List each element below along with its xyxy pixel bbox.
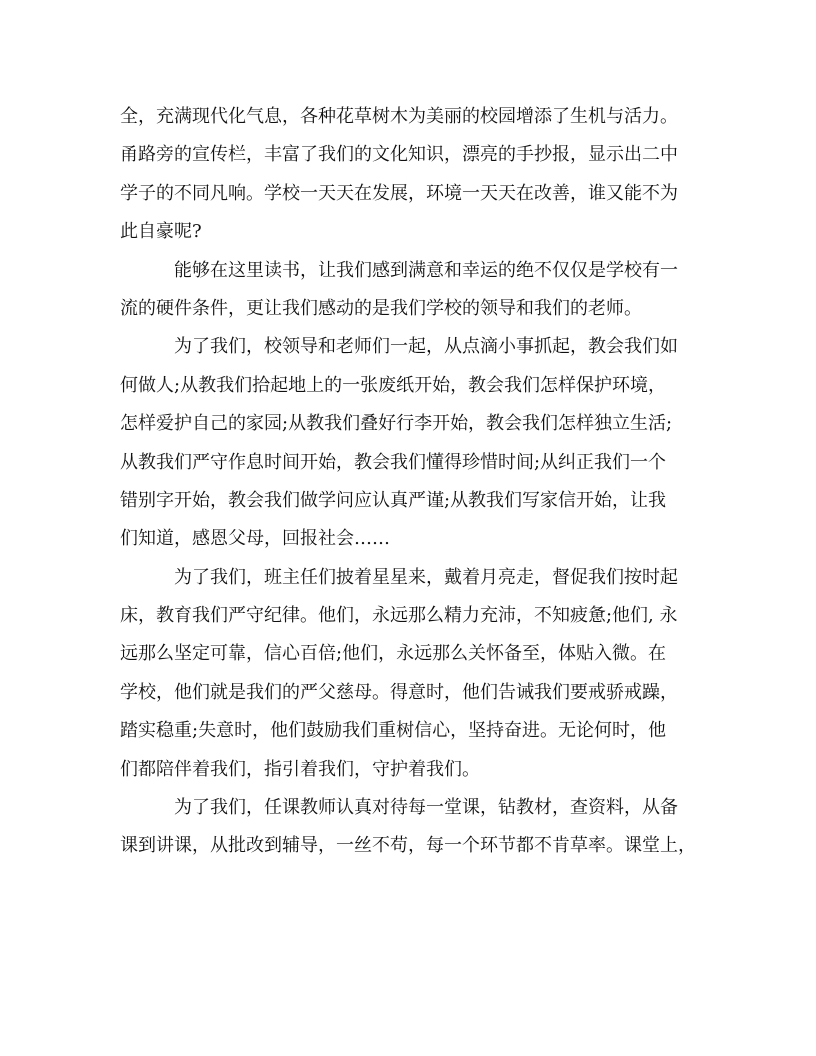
text-line: 们知道，感恩父母，回报社会……: [120, 528, 390, 550]
text-line: 学校，他们就是我们的严父慈母。得意时，他们告诫我们要戒骄戒躁，: [120, 681, 678, 703]
paragraph-first-line: 为了我们，校领导和老师们一起，从点滴小事抓起，教会我们如: [174, 336, 678, 358]
paragraph-first-line: 能够在这里读书，让我们感到满意和幸运的绝不仅仅是学校有一: [174, 259, 678, 281]
paragraph-first-line: 为了我们，班主任们披着星星来，戴着月亮走，督促我们按时起: [174, 566, 678, 588]
text-line: 何做人;从教我们拾起地上的一张废纸开始，教会我们怎样保护环境，: [120, 374, 667, 396]
text-line: 此自豪呢?: [120, 221, 202, 243]
text-line: 学子的不同凡响。学校一天天在发展，环境一天天在改善，谁又能不为: [120, 182, 678, 204]
text-line: 错别字开始，教会我们做学问应认真严谨;从教我们写家信开始，让我: [120, 489, 667, 511]
text-line: 甬路旁的宣传栏，丰富了我们的文化知识，漂亮的手抄报，显示出二中: [120, 144, 678, 166]
text-line: 们都陪伴着我们，指引着我们，守护着我们。: [120, 758, 480, 780]
body-text: [120, 98, 700, 866]
text-line: 远那么坚定可靠，信心百倍;他们，永远那么关怀备至，体贴入微。在: [120, 643, 667, 665]
text-line: 床，教育我们严守纪律。他们，永远那么精力充沛，不知疲惫;他们, 永: [120, 605, 678, 627]
text-line: 从教我们严守作息时间开始，教会我们懂得珍惜时间;从纠正我们一个: [120, 451, 667, 473]
text-line: 全，充满现代化气息，各种花草树木为美丽的校园增添了生机与活力。: [120, 106, 678, 127]
text-line: 课到讲课，从批改到辅导，一丝不苟，每一个环节都不肯草率。课堂上，: [120, 835, 696, 857]
text-line: 流的硬件条件，更让我们感动的是我们学校的领导和我们的老师。: [120, 297, 642, 319]
text-line: 怎样爱护自己的家园;从教我们叠好行李开始，教会我们怎样独立生活;: [120, 413, 673, 435]
paragraph-first-line: 为了我们，任课教师认真对待每一堂课，钻教材，查资料，从备: [174, 797, 678, 819]
text-line: 踏实稳重;失意时，他们鼓励我们重树信心，坚持奋进。无论何时，他: [120, 720, 667, 742]
